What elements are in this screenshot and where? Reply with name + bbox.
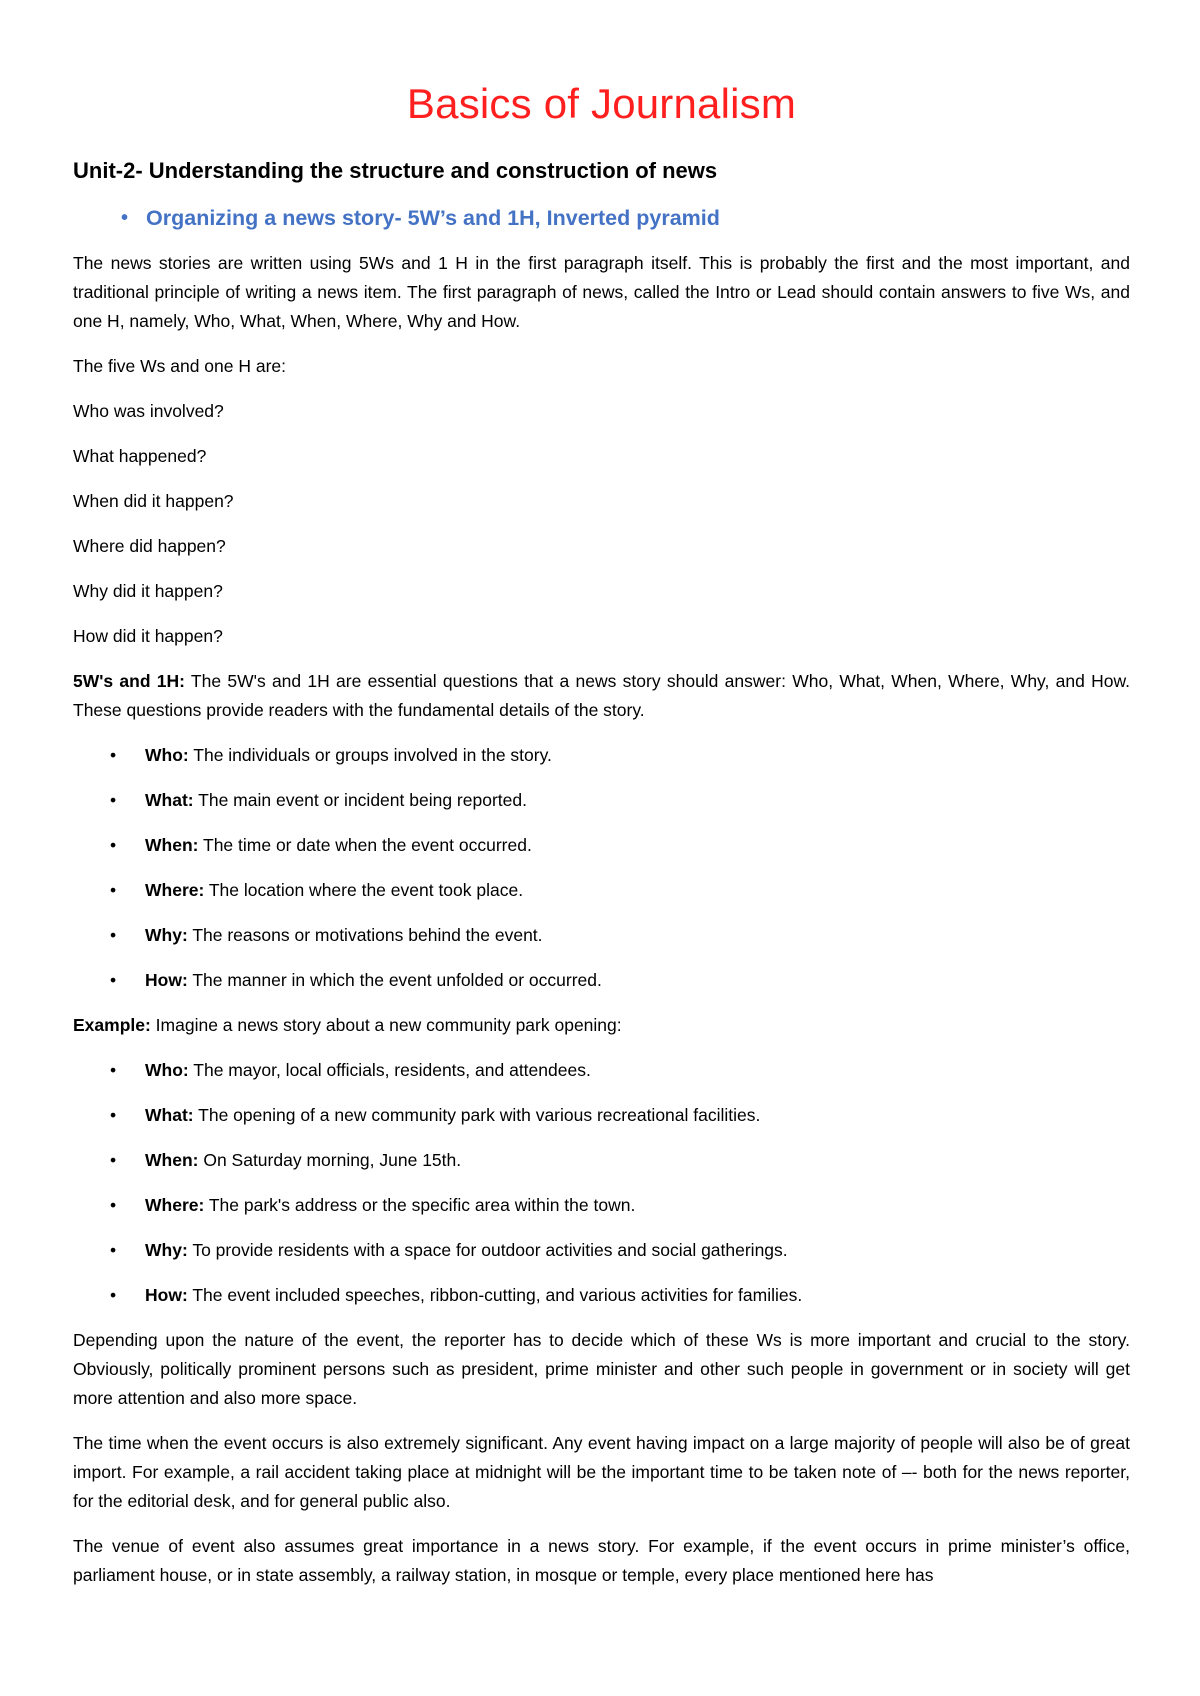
example-paragraph bbox=[73, 1011, 1130, 1040]
question-item: How did it happen? bbox=[73, 626, 223, 646]
item-term: Who: bbox=[145, 1060, 189, 1080]
list-item bbox=[73, 921, 1130, 950]
example-label: Example: bbox=[73, 1015, 151, 1035]
question-item: Who was involved? bbox=[73, 401, 224, 421]
item-text: The opening of a new community park with various recreational facilities. bbox=[193, 1105, 761, 1125]
fivew-text: The 5W's and 1H are essential questions that a news story should answer: Who, What, When, Where, Why, and How. These questions provide readers with the fundamental details of the story. bbox=[73, 671, 1130, 720]
item-term: When: bbox=[145, 1150, 199, 1170]
item-text: The location where the event took place. bbox=[204, 880, 524, 900]
document-title: Basics of Journalism bbox=[406, 80, 797, 127]
question-item: What happened? bbox=[73, 446, 207, 466]
question-list bbox=[73, 397, 1130, 651]
list-item bbox=[73, 1281, 1130, 1310]
item-term: When: bbox=[145, 835, 199, 855]
intro-paragraph: The news stories are written using 5Ws and 1 H in the first paragraph itself. This is probably the first and the most important, and traditional principle of writing a news item. The first paragraph of news, called the Intro or Lead should contain answers to five Ws, and one H, namely, Who, What, When, Where, Why and How. bbox=[73, 253, 1130, 331]
bullet-icon: • bbox=[110, 970, 117, 990]
section-heading bbox=[121, 206, 1130, 231]
item-term: How: bbox=[145, 970, 188, 990]
bullet-icon: • bbox=[110, 925, 117, 945]
item-text: The individuals or groups involved in the story. bbox=[188, 745, 552, 765]
list-item bbox=[73, 876, 1130, 905]
body-paragraph: Depending upon the nature of the event, the reporter has to decide which of these Ws is more important and crucial to the story. Obviously, politically prominent persons such as president, prime minister and other such people in government or in society will get more attention and also more space. bbox=[73, 1330, 1130, 1408]
bullet-icon: • bbox=[121, 207, 129, 229]
item-text: The park's address or the specific area within the town. bbox=[204, 1195, 636, 1215]
definition-list bbox=[73, 741, 1130, 995]
fivew-paragraph bbox=[73, 667, 1130, 725]
example-text: Imagine a news story about a new community park opening: bbox=[150, 1015, 622, 1035]
list-item bbox=[73, 966, 1130, 995]
bullet-icon: • bbox=[110, 1285, 117, 1305]
list-item bbox=[73, 1236, 1130, 1265]
list-item bbox=[73, 1146, 1130, 1175]
unit-heading: Unit-2- Understanding the structure and construction of news bbox=[73, 158, 718, 183]
item-term: Where: bbox=[145, 880, 205, 900]
bullet-icon: • bbox=[110, 1060, 117, 1080]
item-term: Why: bbox=[145, 925, 188, 945]
item-term: How: bbox=[145, 1285, 188, 1305]
bullet-icon: • bbox=[110, 790, 117, 810]
question-item: When did it happen? bbox=[73, 491, 234, 511]
list-item bbox=[73, 1191, 1130, 1220]
bullet-icon: • bbox=[110, 1240, 117, 1260]
item-term: Why: bbox=[145, 1240, 188, 1260]
example-list bbox=[73, 1056, 1130, 1310]
item-term: What: bbox=[145, 1105, 194, 1125]
item-text: The event included speeches, ribbon-cutting, and various activities for families. bbox=[187, 1285, 803, 1305]
bullet-icon: • bbox=[110, 1195, 117, 1215]
bullet-icon: • bbox=[110, 1105, 117, 1125]
item-text: The mayor, local officials, residents, and attendees. bbox=[188, 1060, 591, 1080]
body-paragraph: The time when the event occurs is also extremely significant. Any event having impact on a large majority of people will also be of great import. For example, a rail accident taking place at midnight will be the important time to be taken note of –- both for the news reporter, for the editorial desk, and for general public also. bbox=[73, 1433, 1130, 1511]
section-heading-text: Organizing a news story- 5W’s and 1H, Inverted pyramid bbox=[146, 206, 720, 230]
item-text: On Saturday morning, June 15th. bbox=[198, 1150, 462, 1170]
item-text: The reasons or motivations behind the event. bbox=[187, 925, 543, 945]
item-text: The main event or incident being reported. bbox=[193, 790, 527, 810]
fivew-label: 5W's and 1H: bbox=[73, 671, 185, 691]
list-item bbox=[73, 831, 1130, 860]
item-term: What: bbox=[145, 790, 194, 810]
bullet-icon: • bbox=[110, 1150, 117, 1170]
bullet-icon: • bbox=[110, 880, 117, 900]
question-item: Where did happen? bbox=[73, 536, 226, 556]
item-term: Where: bbox=[145, 1195, 205, 1215]
bullet-icon: • bbox=[110, 835, 117, 855]
question-item: Why did it happen? bbox=[73, 581, 223, 601]
five-ws-intro: The five Ws and one H are: bbox=[73, 356, 287, 376]
list-item bbox=[73, 1056, 1130, 1085]
item-text: To provide residents with a space for outdoor activities and social gatherings. bbox=[187, 1240, 788, 1260]
item-text: The time or date when the event occurred. bbox=[198, 835, 532, 855]
item-text: The manner in which the event unfolded or occurred. bbox=[187, 970, 602, 990]
list-item bbox=[73, 1101, 1130, 1130]
body-paragraph: The venue of event also assumes great importance in a news story. For example, if the event occurs in prime minister’s office, parliament house, or in state assembly, a railway station, in mosque or temple, every place mentioned here has bbox=[73, 1536, 1130, 1585]
item-term: Who: bbox=[145, 745, 189, 765]
list-item bbox=[73, 741, 1130, 770]
bullet-icon: • bbox=[110, 745, 117, 765]
list-item bbox=[73, 786, 1130, 815]
